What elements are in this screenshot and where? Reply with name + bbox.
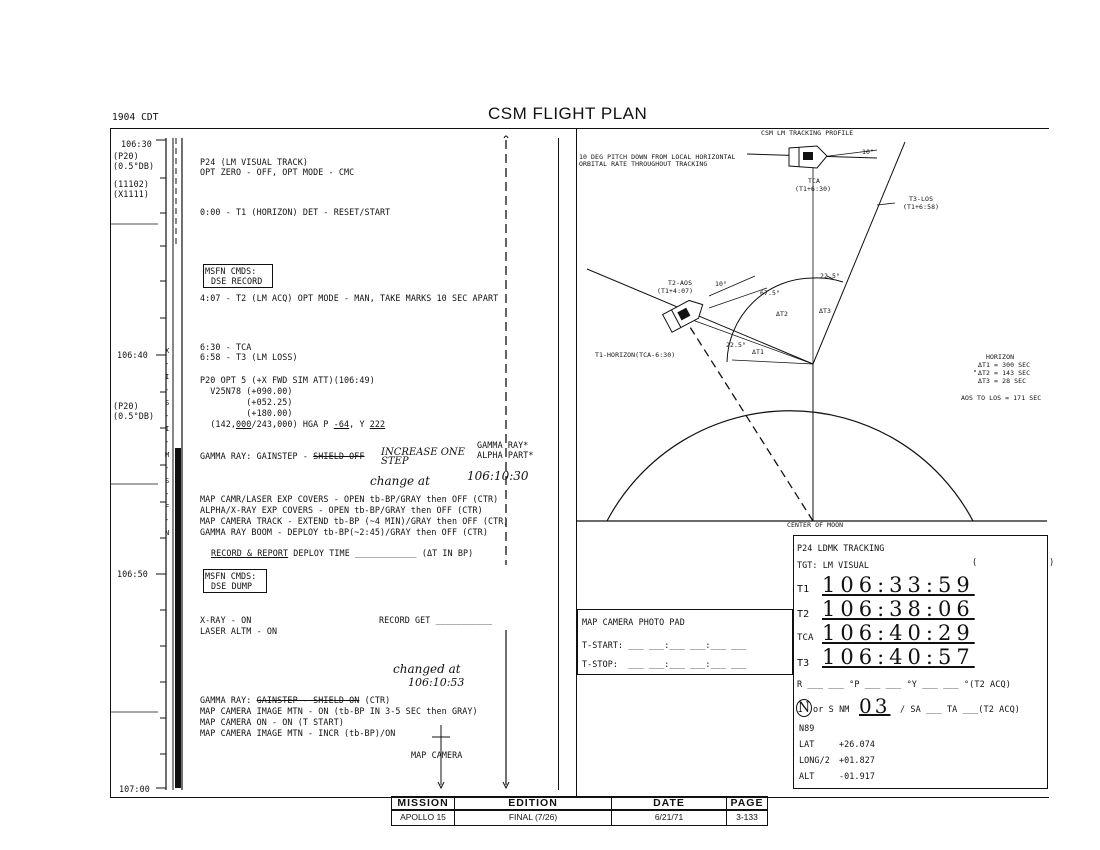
pitch-note-1: 10 DEG PITCH DOWN FROM LOCAL HORIZONTAL <box>579 153 736 161</box>
angle-67-5: 67.5° <box>760 289 781 297</box>
tick-10700: 107:00 <box>119 784 150 794</box>
t2-aos-2: (T1+4:07) <box>657 287 694 295</box>
t2-value: 106:38:06 <box>822 597 975 621</box>
tick-10630: 106:30 <box>121 139 152 149</box>
hga-mid: /243,000) HGA P <box>251 419 334 429</box>
tca-marker-2: (T1+6:30) <box>795 185 832 193</box>
lat-value: +26.074 <box>839 739 875 749</box>
deploy-time: DEPLOY TIME ____________ (ΔT IN BP) <box>288 548 474 558</box>
note-p20-b: (P20) <box>113 401 139 411</box>
page-title: CSM FLIGHT PLAN <box>488 104 648 123</box>
long-label: LONG/2 <box>799 755 830 765</box>
dse-record: DSE RECORD <box>211 276 263 286</box>
footer-edition: FINAL (7/26) <box>454 810 612 826</box>
t1-value: 106:33:59 <box>822 573 975 597</box>
tca-label: TCA <box>797 633 814 643</box>
t3-los-1: T3-LOS <box>909 195 934 203</box>
ns-label: or S NM <box>813 705 850 715</box>
pitch-note-2: ORBITAL RATE THROUGHOUT TRACKING <box>579 160 708 168</box>
p24-line: P24 (LM VISUAL TRACK) <box>200 157 308 167</box>
msfn-cmds-1: MSFN CMDS: <box>205 266 257 276</box>
map-line-2: ALPHA/X-RAY EXP COVERS - OPEN tb-BP/GRAY then OFF (CTR) <box>200 505 483 515</box>
gamma2-line <box>200 695 390 705</box>
alt-value: -01.917 <box>839 771 875 781</box>
angle-10-left: 10° <box>715 280 728 288</box>
n89: N89 <box>799 723 815 733</box>
horizon-dt1: ΔT1 = 300 SEC <box>978 361 1031 369</box>
note-x1111: (X1111) <box>113 189 149 199</box>
final-line-3: MAP CAMERA IMAGE MTN - INCR (tb-BP)/ON <box>200 728 396 738</box>
long-value: +01.827 <box>839 755 875 765</box>
t3-los-2: (T1+6:58) <box>903 203 940 211</box>
footer-mission: APOLLO 15 <box>391 810 455 826</box>
laser-line: LASER ALTM - ON <box>200 626 278 636</box>
r-line: R ___ ___ °P ___ ___ °Y ___ ___ °(T2 ACQ) <box>797 680 1011 690</box>
tick-10650: 106:50 <box>117 569 148 579</box>
hga-pitch: -64 <box>333 419 350 429</box>
delta-t3: ΔT3 <box>819 307 832 315</box>
hga-yaw: 222 <box>369 419 386 429</box>
xray-line: X-RAY - ON <box>200 615 252 625</box>
change-handwritten: change at <box>370 474 430 488</box>
t-start: T-START: ___ ___:___ ___:___ ___ <box>582 640 747 650</box>
hga-u1: 000 <box>236 419 252 429</box>
p20-line-2: V25N78 (+090.00) <box>200 386 293 396</box>
t1-horizon: T1-HORIZON(TCA-6:30) <box>595 351 676 359</box>
t-stop: T-STOP: ___ ___:___ ___:___ ___ <box>582 659 747 669</box>
opt-zero-line: OPT ZERO - OFF, OPT MODE - CMC <box>200 167 355 177</box>
tca-value: 106:40:29 <box>822 621 975 645</box>
map-line-3: MAP CAMERA TRACK - EXTEND tb-BP (~4 MIN)/GRAY then OFF (CTR) <box>200 516 509 526</box>
gamma2-prefix: GAMMA RAY: <box>200 695 257 705</box>
header-time: 1904 CDT <box>112 112 159 123</box>
note-p20-a: (P20) <box>113 151 139 161</box>
record-report: RECORD & REPORT <box>211 548 289 558</box>
t3-line: 6:58 - T3 (LM LOSS) <box>200 352 298 362</box>
footer-edition-head: EDITION <box>454 796 612 810</box>
ns-value: 03 <box>859 694 891 718</box>
delta-t2: ΔT2 <box>776 310 789 318</box>
photo-pad-title: MAP CAMERA PHOTO PAD <box>582 617 685 627</box>
delta-t1: ΔT1 <box>752 348 765 356</box>
center-of-moon: CENTER OF MOON <box>787 521 844 529</box>
map-camera-label: MAP CAMERA <box>411 750 463 760</box>
tca-line: 6:30 - TCA <box>200 342 252 352</box>
tgt-paren: ( ) <box>972 557 1055 567</box>
final-line-2: MAP CAMERA ON - ON (T START) <box>200 717 344 727</box>
dashed-tracks <box>400 130 560 795</box>
tca-marker-1: TCA <box>808 177 821 185</box>
ldmk-title: P24 LDMK TRACKING <box>797 543 885 553</box>
lat-label: LAT <box>799 739 815 749</box>
map-line-4: GAMMA RAY BOOM - DEPLOY tb-BP(~2:45)/GRAY then OFF (CTR) <box>200 527 488 537</box>
angle-22-5-low: 22.5° <box>726 341 747 349</box>
t1-line: 0:00 - T1 (HORIZON) DET - RESET/START <box>200 207 391 217</box>
t3-value: 106:40:57 <box>822 645 975 669</box>
msfn-cmds-2: MSFN CMDS: <box>205 571 257 581</box>
horizon-label: HORIZON <box>986 353 1015 361</box>
t2-label: T2 <box>797 609 810 620</box>
hga-prefix: (142, <box>200 419 236 429</box>
diagram-title: CSM LM TRACKING PROFILE <box>761 129 854 137</box>
tick-10640: 106:40 <box>117 350 148 360</box>
alt-label: ALT <box>799 771 815 781</box>
tgt-line: TGT: LM VISUAL <box>797 560 869 570</box>
gamma-struck: SHIELD OFF <box>313 451 365 461</box>
p20-line-1: P20 OPT 5 (+X FWD SIM ATT)(106:49) <box>200 375 375 385</box>
p20-line-4: (+180.00) <box>200 408 293 418</box>
t2-aos-1: T2-AOS <box>668 279 693 287</box>
gamma2-suffix: (CTR) <box>359 695 391 705</box>
record-get: RECORD GET ___________ <box>379 615 493 625</box>
footer-mission-head: MISSION <box>391 796 455 810</box>
change-time-handwritten: 106:10:30 <box>467 469 529 483</box>
timeline-strip <box>110 128 190 796</box>
footer-date-head: DATE <box>611 796 727 810</box>
changed-handwritten-2: 106:10:53 <box>408 676 465 689</box>
note-db-a: (0.5°DB) <box>113 161 155 171</box>
dse-dump: DSE DUMP <box>211 581 253 591</box>
horizon-dt3: ΔT3 = 28 SEC <box>978 377 1027 385</box>
footer-page: 3-133 <box>726 810 768 826</box>
ns-tail: / SA ___ TA ___(T2 ACQ) <box>900 705 1021 715</box>
footer-page-head: PAGE <box>726 796 768 810</box>
angle-22-5-top: 22.5° <box>820 272 841 280</box>
n-circle: N <box>797 700 811 716</box>
gamma-line <box>200 451 365 461</box>
angle-10-top: 10° <box>862 148 875 156</box>
gamma-ray-side: GAMMA RAY* <box>477 440 529 450</box>
changed-handwritten-1: changed at <box>393 662 461 676</box>
csm-spacecraft-top <box>789 146 827 168</box>
footer-date: 6/21/71 <box>611 810 727 826</box>
gamma-label: GAMMA RAY: GAINSTEP - <box>200 451 314 461</box>
csm-spacecraft-left <box>663 296 708 332</box>
gamma-handwritten: INCREASE ONE STEP <box>381 447 465 467</box>
note-11102: (11102) <box>113 179 149 189</box>
map-line-1: MAP CAMR/LASER EXP COVERS - OPEN tb-BP/GRAY then OFF (CTR) <box>200 494 499 504</box>
aos-los: AOS TO LOS = 171 SEC <box>961 394 1042 402</box>
t1-label: T1 <box>797 584 810 595</box>
p20-line-3: (+052.25) <box>200 397 293 407</box>
station-label: X-I-S-I-M-S-F-N <box>165 347 170 537</box>
hga-mid2: , Y <box>349 419 370 429</box>
gamma2-struck: GAINSTEP - SHIELD ON <box>256 695 360 705</box>
horizon-dt2: ΔT2 = 143 SEC <box>978 369 1031 377</box>
hga-line <box>200 419 385 429</box>
final-line-1: MAP CAMERA IMAGE MTN - ON (tb-BP IN 3-5 SEC then GRAY) <box>200 706 478 716</box>
t2-line: 4:07 - T2 (LM ACQ) OPT MODE - MAN, TAKE MARKS 10 SEC APART <box>200 293 499 303</box>
note-db-b: (0.5°DB) <box>113 411 155 421</box>
alpha-part-side: ALPHA PART* <box>477 450 534 460</box>
t3-label: T3 <box>797 658 810 669</box>
